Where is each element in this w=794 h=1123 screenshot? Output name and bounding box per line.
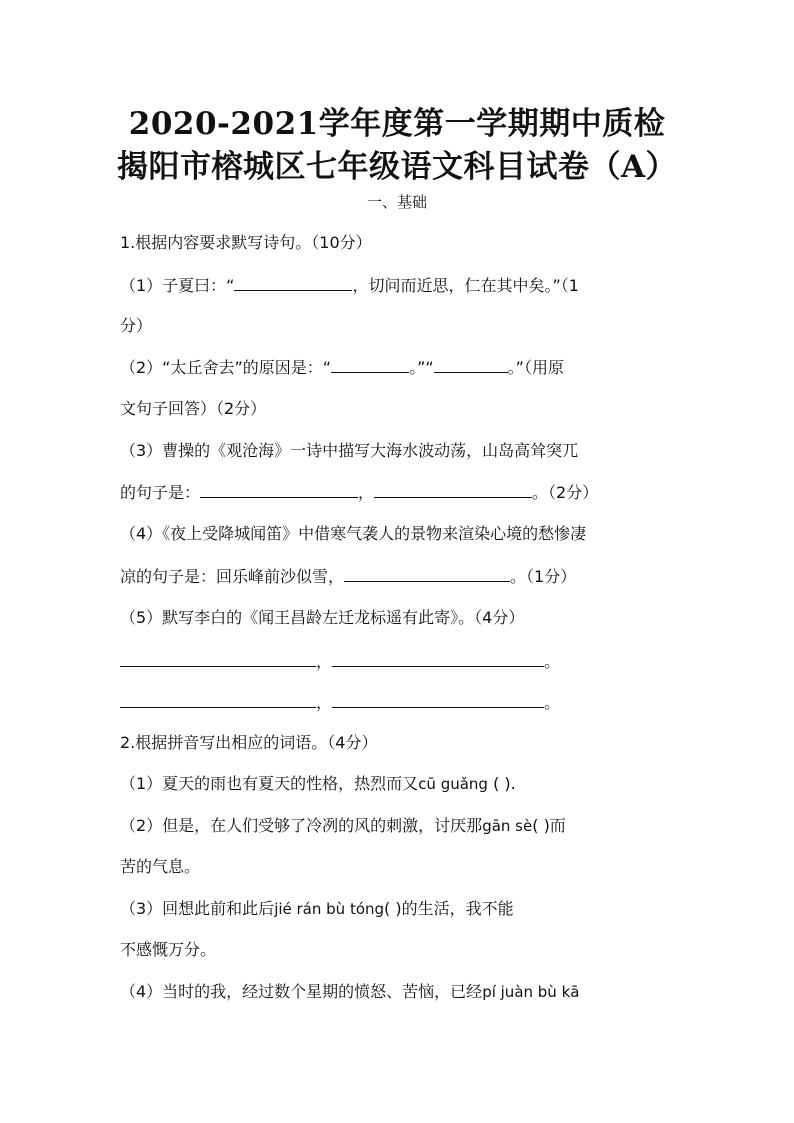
q1-4-blank[interactable] xyxy=(344,566,510,582)
q1-5-comma-2: ， xyxy=(316,693,333,712)
q2-2-text-a: （2）但是，在人们受够了冷冽的风的刺激，讨厌那 xyxy=(120,816,483,835)
q2-4-pinyin: pí juàn bù kā xyxy=(482,983,580,1001)
section-heading-basics: 一、基础 xyxy=(366,193,427,211)
q1-1-text-b: ，切问而近思，仁在其中矣。”（1 xyxy=(352,276,579,295)
q1-2-blank-2[interactable] xyxy=(434,357,508,373)
exam-title-line2: 揭阳市榕城区七年级语文科目试卷（A） xyxy=(116,149,678,185)
q1-2-text-b: 。”“ xyxy=(409,358,434,377)
question-1-5-line3 xyxy=(120,692,560,713)
question-2-2-line1 xyxy=(120,816,566,836)
q1-5-period-1: 。 xyxy=(544,652,561,671)
q2-1-pinyin: cū guǎng xyxy=(418,775,488,793)
q1-4-text-b: 。（1分） xyxy=(510,567,577,586)
question-1-1-line2: 分） xyxy=(120,316,153,335)
q1-2-blank-1[interactable] xyxy=(331,357,409,373)
q2-1-answer-blank[interactable]: ( ). xyxy=(493,774,516,793)
question-1-4-line1: （4）《夜上受降城闻笛》中借寒气袭人的景物来渲染心境的愁惨凄 xyxy=(120,524,587,543)
q1-1-text-a: （1）子夏曰：“ xyxy=(120,276,235,295)
q2-3-answer-blank[interactable]: ( )的生活，我不能 xyxy=(384,899,514,918)
q2-3-pinyin: jié rán bù tóng xyxy=(274,900,385,918)
q1-3-text-b: ， xyxy=(358,483,375,502)
question-1-3-line2 xyxy=(120,482,598,503)
exam-title-line1: 2020-2021学年度第一学期期中质检 xyxy=(128,106,666,142)
q1-2-text-a: （2）“太丘舍去”的原因是：“ xyxy=(120,358,332,377)
q2-1-text-a: （1）夏天的雨也有夏天的性格，热烈而又 xyxy=(120,774,419,793)
question-1-1-line1 xyxy=(120,275,579,296)
question-1-5-line2 xyxy=(120,651,560,672)
q1-5-blank-3[interactable] xyxy=(120,692,316,708)
q1-3-text-a: 的句子是： xyxy=(120,483,201,502)
q1-5-blank-4[interactable] xyxy=(332,692,544,708)
q2-2-pinyin: gān sè xyxy=(482,817,533,835)
q2-2-answer-blank[interactable]: ( )而 xyxy=(532,816,566,835)
q1-4-text-a: 凉的句子是：回乐峰前沙似雪， xyxy=(120,567,345,586)
question-2-4-line1 xyxy=(120,982,579,1002)
q2-4-text-a: （4）当时的我，经过数个星期的愤怒、苦恼，已经 xyxy=(120,982,483,1001)
question-1-3-line1: （3）曹操的《观沧海》一诗中描写大海水波动荡，山岛高耸突兀 xyxy=(120,441,579,460)
q1-3-text-c: 。（2分） xyxy=(532,483,599,502)
question-1-stem: 1.根据内容要求默写诗句。（10分） xyxy=(120,233,372,252)
q2-3-text-a: （3）回想此前和此后 xyxy=(120,899,275,918)
question-2-stem: 2.根据拼音写出相应的词语。（4分） xyxy=(120,733,378,752)
q1-2-text-c: 。”（用原 xyxy=(507,358,564,377)
question-2-3-line2: 不感慨万分。 xyxy=(120,940,217,959)
q1-5-comma-1: ， xyxy=(316,652,333,671)
question-1-2-line2: 文句子回答）（2分） xyxy=(120,399,267,418)
q1-5-blank-1[interactable] xyxy=(120,651,316,667)
question-1-4-line2 xyxy=(120,566,576,587)
question-1-2-line1 xyxy=(120,357,564,378)
question-1-5-line1: （5）默写李白的《闻王昌龄左迁龙标遥有此寄》。（4分） xyxy=(120,608,525,627)
q1-1-blank[interactable] xyxy=(234,275,352,291)
q1-3-blank-2[interactable] xyxy=(374,482,532,498)
question-2-2-line2: 苦的气息。 xyxy=(120,857,201,876)
question-2-3-line1 xyxy=(120,899,514,919)
q1-5-period-2: 。 xyxy=(544,693,561,712)
q1-5-blank-2[interactable] xyxy=(332,651,544,667)
q1-3-blank-1[interactable] xyxy=(200,482,358,498)
question-2-1-line1 xyxy=(120,774,516,794)
